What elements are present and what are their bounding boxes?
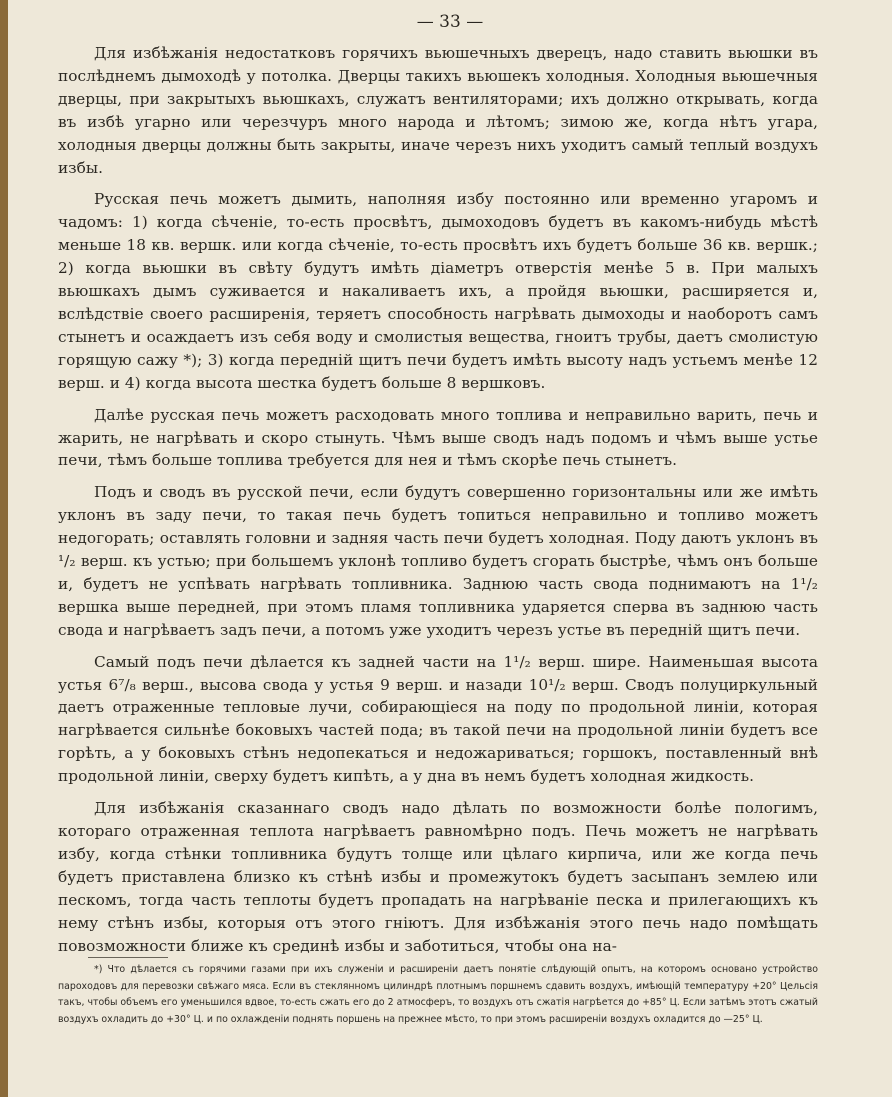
paragraph-1: Для избѣжанія недостатковъ горячихъ вьюшечныхъ дверецъ, надо ставить вьюшки въ послѣднемъ дымоходѣ у потолка. Дверцы такихъ вьюшекъ холодныя. Холодныя вьюшечныя дверцы, при закрытыхъ вьюшкахъ, служатъ вентиляторами; ихъ должно открывать, когда въ избѣ угарно или черезчуръ много народа и лѣтомъ; зимою же, когда нѣтъ угара, холодныя дверцы должны быть закрыты, иначе черезъ нихъ уходитъ самый теплый воздухъ избы. bbox=[58, 44, 818, 177]
paragraph-6: Для избѣжанія сказаннаго сводъ надо дѣлать по возможности болѣе пологимъ, котораго отраженная теплота нагрѣваетъ равномѣрно подъ. Печь можетъ не нагрѣвать избу, когда стѣнки топливника будутъ толще или цѣлаго кирпича, или же когда печь будетъ приставлена близко къ стѣнѣ избы и промежутокъ будетъ засыпанъ землею или пескомъ, тогда часть теплоты будетъ пропадать на нагрѣваніе песка и прилегающихъ къ нему стѣнъ избы, которыя отъ этого гніютъ. Для избѣжанія этого печь надо помѣщать повозможности ближе къ срединѣ избы и заботиться, чтобы она на- bbox=[58, 799, 818, 955]
page-number: — 33 — bbox=[416, 12, 484, 32]
footnote: *) Что дѣлается съ горячими газами при ихъ служеніи и расширеніи даетъ понятіе слѣдующій опытъ, на которомъ основано устройство пароходовъ для перевозки свѣжаго мяса. Если въ стеклянномъ цилиндрѣ плотнымъ поршнемъ сдавить воздухъ, имѣющій температуру +20° Цельсія такъ, чтобы объемъ его уменьшился вдвое, то-есть сжать его до 2 атмосферъ, то воздухъ отъ сжатія нагрѣется до +85° Ц. Если затѣмъ этотъ сжатый воздухъ охладить до +30° Ц. и по охлажденіи поднять поршень на прежнее мѣсто, то при этомъ расширеніи воздухъ охладится до —25° Ц. bbox=[58, 964, 818, 1025]
paragraph-5: Самый подъ печи дѣлается къ задней части на 1¹/₂ верш. шире. Наименьшая высота устья 6⁷/₈ верш., высова свода у устья 9 верш. и назади 10¹/₂ верш. Сводъ полуциркульный даетъ отраженные тепловые лучи, собирающіеся на поду по продольной линіи, которая нагрѣвается сильнѣе боковыхъ частей пода; въ такой печи на продольной линіи будетъ все горѣть, а у боковыхъ стѣнъ недопекаться и недожариваться; горшокъ, поставленный внѣ продольной линіи, сверху будетъ кипѣть, а у дна въ немъ будетъ холодная жидкость. bbox=[58, 652, 818, 786]
paragraph-3: Далѣе русская печь можетъ расходовать много топлива и неправильно варить, печь и жарить, не нагрѣвать и скоро стынуть. Чѣмъ выше сводъ надъ подомъ и чѣмъ выше устье печи, тѣмъ больше топлива требуется для нея и тѣмъ скорѣе печь стынетъ. bbox=[58, 405, 818, 470]
paragraph-4: Подъ и сводъ въ русской печи, если будутъ совершенно горизонтальны или же имѣть уклонъ въ заду печи, то такая печь будетъ топиться неправильно и топливо можетъ недогорать; оставлять головни и задняя часть печи будетъ холодная. Поду даютъ уклонъ въ ¹/₂ верш. къ устью; при большемъ уклонѣ топливо будетъ сгорать быстрѣе, чѣмъ онъ больше и, будетъ не успѣвать нагрѣвать топливника. Заднюю часть свода поднимаютъ на 1¹/₂ вершка выше передней, при этомъ пламя топливника ударяется сперва въ заднюю часть свода и нагрѣваетъ задъ печи, а потомъ уже уходитъ черезъ устье въ передній щитъ печи. bbox=[58, 483, 818, 639]
paragraph-2: Русская печь можетъ дымить, наполняя избу постоянно или временно угаромъ и чадомъ: 1) когда сѣченіе, то-есть просвѣтъ, дымоходовъ будетъ въ какомъ-нибудь мѣстѣ меньше 18 кв. вершк. или когда сѣченіе, то-есть просвѣтъ ихъ будетъ больше 36 кв. вершк.; 2) когда вьюшки въ свѣту будутъ имѣть діаметръ отверстія менѣе 5 в. При малыхъ вьюшкахъ дымъ суживается и накаливаетъ ихъ, а пройдя вьюшки, расширяется и, вслѣдствіе своего расширенія, теряетъ способность нагрѣвать дымоходы и наоборотъ самъ стынетъ и осаждаетъ изъ себя воду и смолистыя вещества, гноитъ трубы, даетъ смолистую горящую сажу *); 3) когда передній щитъ печи будетъ имѣть высоту надъ устьемъ менѣе 12 верш. и 4) когда высота шестка будетъ больше 8 вершковъ. bbox=[58, 190, 818, 392]
body-text bbox=[58, 42, 818, 966]
footnote-divider bbox=[88, 957, 168, 958]
